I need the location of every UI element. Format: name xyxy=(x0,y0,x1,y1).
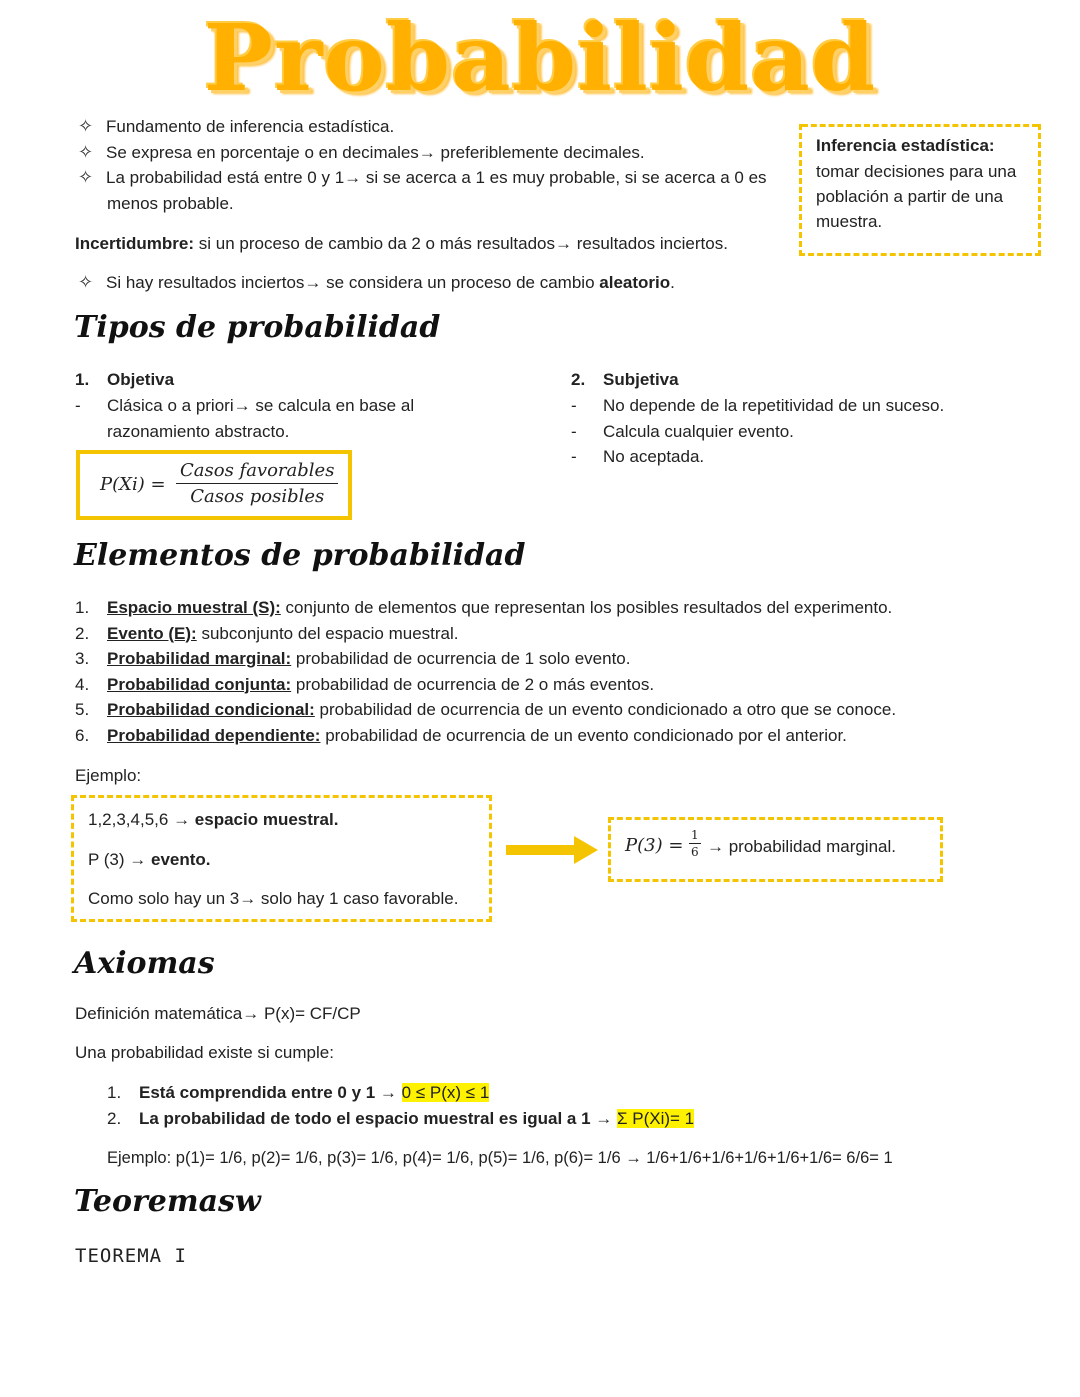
example-line-2 xyxy=(88,847,211,872)
axiomas-definicion: Definición matemática→ P(x)= CF/CP xyxy=(75,1004,361,1023)
bullet-text: Fundamento de inferencia estadística. xyxy=(106,117,395,136)
result-box xyxy=(608,817,943,882)
inferencia-box xyxy=(799,124,1041,256)
four-point-star-icon: ✧ xyxy=(78,116,94,136)
ejemplo-label: Ejemplo: xyxy=(75,766,142,785)
axioma-item xyxy=(107,1106,694,1131)
example-line-1 xyxy=(88,807,338,832)
list-item xyxy=(75,672,896,697)
formula-box xyxy=(76,450,352,520)
axioma-highlight: Σ P(Xi)= 1 xyxy=(617,1109,695,1128)
bullet-3-continuation: menos probable. xyxy=(107,194,234,213)
inferencia-line: población a partir de una xyxy=(816,187,1004,206)
bullet-3 xyxy=(78,165,767,190)
axiomas-ejemplo: Ejemplo: p(1)= 1/6, p(2)= 1/6, p(3)= 1/6, p(4)= 1/6, p(5)= 1/6, p(6)= 1/6 → 1/6+1/6+1/6+1/6+1/6+1/6= 6/6= 1 xyxy=(107,1149,893,1167)
item-number: 4. xyxy=(75,674,90,694)
item-desc: probabilidad de ocurrencia de 2 o más eventos. xyxy=(291,674,655,694)
subjetiva-text: No aceptada. xyxy=(603,447,705,466)
list-item xyxy=(75,697,896,722)
subjetiva-text: No depende de la repetitividad de un suceso. xyxy=(603,396,945,415)
objetiva-line-2: razonamiento abstracto. xyxy=(107,422,290,441)
bullet-1 xyxy=(78,114,394,139)
item-term: Espacio muestral (S): xyxy=(107,598,281,617)
result-text: → probabilidad marginal. xyxy=(707,837,896,856)
result-lhs: P(3) = xyxy=(625,835,684,856)
item-desc: probabilidad de ocurrencia de un evento condicionado a otro que se conoce. xyxy=(314,700,897,719)
item-number: 3. xyxy=(75,649,90,668)
subjetiva-item: - No aceptada. xyxy=(571,447,705,466)
inferencia-line: tomar decisiones para una xyxy=(816,162,1017,181)
incertidumbre-label: Incertidumbre: xyxy=(75,234,195,253)
axioma-number: 1. xyxy=(107,1083,122,1102)
inferencia-line: muestra. xyxy=(816,212,883,231)
subjetiva-item: - Calcula cualquier evento. xyxy=(571,422,794,441)
elementos-list xyxy=(75,595,896,748)
objetiva-number: 1. xyxy=(75,370,90,389)
axioma-number: 2. xyxy=(107,1109,122,1128)
four-point-star-icon: ✧ xyxy=(78,167,94,187)
four-point-star-icon: ✧ xyxy=(78,272,94,292)
item-number: 1. xyxy=(75,598,90,617)
list-item xyxy=(75,646,896,671)
item-desc: probabilidad de ocurrencia de un evento condicionado por el anterior. xyxy=(320,725,847,745)
result-denominator: 6 xyxy=(691,845,699,859)
inferencia-heading: Inferencia estadística: xyxy=(816,136,995,155)
item-desc: conjunto de elementos que representan los posibles resultados del experimento. xyxy=(280,598,893,617)
subjetiva-item: - No depende de la repetitividad de un suceso. xyxy=(571,396,945,415)
item-desc: subconjunto del espacio muestral. xyxy=(196,623,459,643)
aleatorio-bold: aleatorio xyxy=(599,273,671,292)
list-item xyxy=(75,595,896,620)
subjetiva-label: Subjetiva xyxy=(603,370,679,389)
arrow-right-icon xyxy=(506,836,598,864)
objetiva-line: Clásica o a priori→ se calcula en base al xyxy=(107,396,415,415)
axioma-highlight: 0 ≤ P(x) ≤ 1 xyxy=(401,1083,490,1102)
bullet-text: Se expresa en porcentaje o en decimales→ preferiblemente decimales. xyxy=(106,143,645,162)
section-heading-elementos: Elementos de probabilidad xyxy=(74,538,526,573)
item-term: Evento (E): xyxy=(107,623,197,643)
bullet-aleatorio xyxy=(78,270,675,295)
axioma-text: La probabilidad de todo el espacio muestral es igual a 1 → xyxy=(139,1109,618,1128)
aleatorio-end: . xyxy=(670,273,675,292)
item-term: Probabilidad dependiente: xyxy=(107,725,321,745)
list-item xyxy=(75,723,896,748)
section-heading-teoremas: Teoremasw xyxy=(74,1184,261,1219)
item-desc: probabilidad de ocurrencia de 1 solo evento. xyxy=(291,649,631,668)
list-item xyxy=(75,621,896,646)
example-text: 1,2,3,4,5,6 → xyxy=(88,810,195,829)
bullet-2 xyxy=(78,140,645,165)
example-bold: espacio muestral. xyxy=(194,810,339,829)
subjetiva-text: Calcula cualquier evento. xyxy=(603,422,794,441)
example-text: P (3) → xyxy=(88,850,151,869)
item-number: 5. xyxy=(75,700,90,719)
formula-fraction xyxy=(176,460,338,507)
bullet-text: La probabilidad está entre 0 y 1→ si se acerca a 1 es muy probable, si se acerca a 0 es xyxy=(106,168,767,187)
axioma-item xyxy=(107,1080,489,1105)
item-number: 6. xyxy=(75,725,90,745)
item-term: Probabilidad conjunta: xyxy=(107,674,292,694)
objetiva-item: - Clásica o a priori→ se calcula en base al xyxy=(75,396,415,415)
teorema-label: TEOREMA I xyxy=(75,1245,187,1267)
subjetiva-number: 2. xyxy=(571,370,586,389)
example-bold: evento. xyxy=(150,850,211,869)
incertidumbre-definition xyxy=(75,231,728,256)
aleatorio-text: Si hay resultados inciertos→ se considera un proceso de cambio xyxy=(106,273,600,292)
incertidumbre-text: si un proceso de cambio da 2 o más resultados→ resultados inciertos. xyxy=(194,234,728,253)
four-point-star-icon: ✧ xyxy=(78,142,94,162)
item-number: 2. xyxy=(75,623,90,643)
example-box xyxy=(71,795,492,922)
subjetiva-title xyxy=(571,367,679,392)
formula-denominator: Casos posibles xyxy=(190,486,325,507)
page-title: Probabilidad xyxy=(203,4,877,112)
item-term: Probabilidad marginal: xyxy=(107,649,292,668)
axioma-text: Está comprendida entre 0 y 1 → xyxy=(139,1083,402,1102)
axiomas-existe: Una probabilidad existe si cumple: xyxy=(75,1043,334,1062)
result-numerator: 1 xyxy=(691,828,699,842)
section-heading-axiomas: Axiomas xyxy=(74,946,215,981)
section-heading-tipos: Tipos de probabilidad xyxy=(74,310,441,345)
objetiva-label: Objetiva xyxy=(107,370,175,389)
objetiva-title xyxy=(75,367,174,392)
result-fraction xyxy=(689,828,701,859)
formula-numerator: Casos favorables xyxy=(176,460,338,484)
item-term: Probabilidad condicional: xyxy=(107,700,315,719)
formula-lhs: P(Xi) = xyxy=(100,474,166,495)
example-line-3: Como solo hay un 3→ solo hay 1 caso favorable. xyxy=(88,889,459,908)
